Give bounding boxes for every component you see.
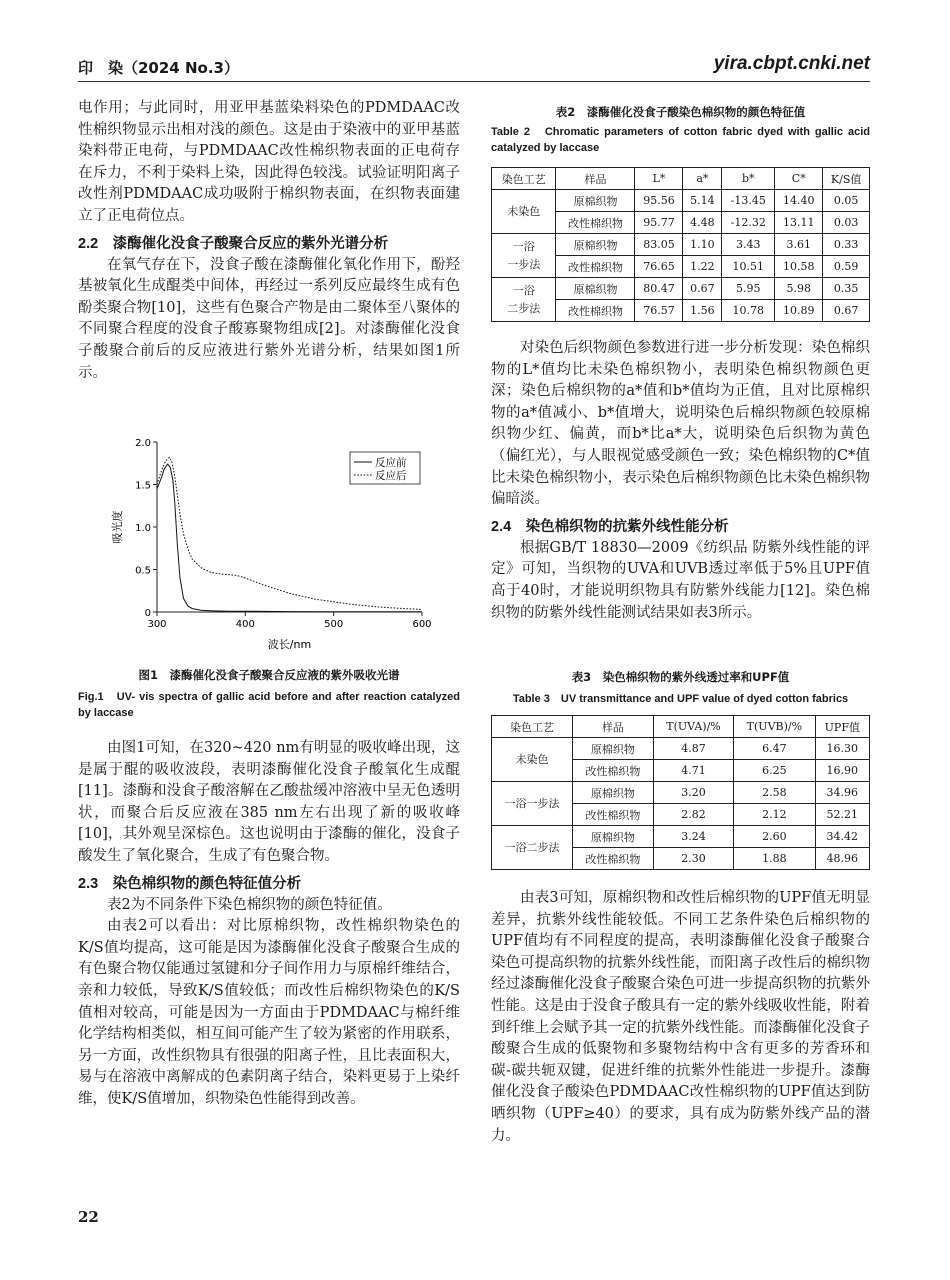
table3-cell: 2.58 <box>734 782 815 804</box>
figure-1 <box>100 430 450 662</box>
table3-process-cell: 一浴一步法 <box>492 782 573 826</box>
table3-cell: 16.90 <box>815 760 869 782</box>
right-column-bottom <box>491 888 870 1147</box>
table2-cell: 14.40 <box>775 190 823 212</box>
table3-header-cell: T(UVA)/% <box>653 716 733 738</box>
table2-cell: 改性棉织物 <box>556 212 635 234</box>
page-number: 22 <box>78 1208 99 1226</box>
header-divider <box>78 81 870 82</box>
table2-cell: 0.67 <box>683 278 722 300</box>
table2-cell: 0.05 <box>823 190 870 212</box>
table3-cell: 2.82 <box>653 804 733 826</box>
table3-cell: 6.47 <box>734 738 815 760</box>
legend-label: 反应前 <box>375 457 407 469</box>
table3-cell: 16.30 <box>815 738 869 760</box>
table2-process-cell: 一浴 二步法 <box>492 278 556 322</box>
right-column-middle <box>491 338 870 624</box>
table2-cell: 76.65 <box>635 256 683 278</box>
y-tick-label: 0.5 <box>135 565 151 577</box>
section-heading-2-4: 2.4 染色棉织物的抗紫外线性能分析 <box>491 518 729 535</box>
table2-header-row <box>492 168 870 190</box>
table2-header-cell: b* <box>722 168 775 190</box>
table-3-caption-cn: 表3 染色棉织物的紫外线透过率和UPF值 <box>571 670 790 684</box>
table-2-caption-cn: 表2 漆酶催化没食子酸染色棉织物的颜色特征值 <box>555 105 806 119</box>
table2-cell: 13.11 <box>775 212 823 234</box>
table-2-caption-en: Table 2 Chromatic parameters of cotton fabric dyed with gallic acid catalyzed by laccase <box>491 126 870 154</box>
paragraph-2-3-a: 表2为不同条件下染色棉织物的颜色特征值。 <box>107 896 392 913</box>
table3-process-cell: 未染色 <box>492 738 573 782</box>
paragraph-2-3-b: 由表2可以看出：对比原棉织物，改性棉织物染色的K/S值均提高，这可能是因为漆酶催化没食子酸聚合生成的有色聚合物仅能通过氢键和分子间作用力与原棉纤维结合，亲和力较低，导致K/S值较低；而改性后棉织物染色的K/S值相对较高，可能是因为一方面由于PDMDAAC与棉纤维化学结构相类似，相互间可能产生了较为紧密的作用联系，另一方面，改性织物具有很强的阳离子性，且比表面积大，易与在溶液中离解成的色素阴离子结合，染料更易于上染纤维，使K/S值增加，织物染色性能得到改善。 <box>78 918 460 1107</box>
table2-cell: 0.59 <box>823 256 870 278</box>
table3-cell: 3.20 <box>653 782 733 804</box>
table-3 <box>491 715 870 870</box>
table3-cell: 改性棉织物 <box>572 804 653 826</box>
table3-cell: 4.87 <box>653 738 733 760</box>
table2-header-cell: a* <box>683 168 722 190</box>
uv-vis-chart <box>100 430 450 662</box>
table2-cell: 83.05 <box>635 234 683 256</box>
table2-cell: 改性棉织物 <box>556 300 635 322</box>
table3-cell: 1.88 <box>734 848 815 870</box>
section-heading-2-2: 2.2 漆酶催化没食子酸聚合反应的紫外光谱分析 <box>78 235 389 252</box>
table2-cell: 改性棉织物 <box>556 256 635 278</box>
table3-cell: 3.24 <box>653 826 733 848</box>
table2-row <box>492 278 870 300</box>
y-tick-label: 1.5 <box>135 480 151 492</box>
table2-cell: 原棉织物 <box>556 190 635 212</box>
left-column-top <box>78 98 460 384</box>
table3-header-cell: 样品 <box>572 716 653 738</box>
table2-header-cell: 样品 <box>556 168 635 190</box>
figure-1-caption-en: Fig.1 UV- vis spectra of gallic acid before and after reaction catalyzed by laccase <box>78 691 460 719</box>
table3-cell: 4.71 <box>653 760 733 782</box>
table2-cell: 80.47 <box>635 278 683 300</box>
table3-cell: 6.25 <box>734 760 815 782</box>
table3-cell: 34.96 <box>815 782 869 804</box>
table2-header-cell: C* <box>775 168 823 190</box>
left-column-bottom <box>78 738 460 1111</box>
table2-cell: 95.56 <box>635 190 683 212</box>
table2-cell: 1.22 <box>683 256 722 278</box>
table3-cell: 原棉织物 <box>572 782 653 804</box>
section-heading-2-3: 2.3 染色棉织物的颜色特征值分析 <box>78 875 302 892</box>
table3-row <box>492 738 870 760</box>
journal-issue: 印 染（2024 No.3） <box>78 59 239 77</box>
x-tick-label: 400 <box>235 619 255 630</box>
x-tick-label: 600 <box>412 619 432 630</box>
table2-cell: 0.35 <box>823 278 870 300</box>
y-tick-label: 2.0 <box>135 438 151 449</box>
table3-cell: 改性棉织物 <box>572 760 653 782</box>
table3-process-cell: 一浴二步法 <box>492 826 573 870</box>
y-tick-label: 1.0 <box>135 523 151 534</box>
x-tick-label: 300 <box>147 619 167 630</box>
table2-process-cell: 一浴 一步法 <box>492 234 556 278</box>
table3-header-cell: UPF值 <box>815 716 869 738</box>
paragraph-2-4: 根据GB/T 18830—2009《纺织品 防紫外线性能的评定》可知，当织物的UVA和UVB透过率低于5%且UPF值高于40时，才能说明织物具有防紫外线能力[12]。染色棉织物的防紫外线性能测试结果如表3所示。 <box>491 539 870 621</box>
table2-cell: 0.33 <box>823 234 870 256</box>
table3-cell: 2.30 <box>653 848 733 870</box>
table3-header-cell: 染色工艺 <box>492 716 573 738</box>
table2-cell: 原棉织物 <box>556 278 635 300</box>
figure-1-caption-cn: 图1 漆酶催化没食子酸聚合反应液的紫外吸收光谱 <box>138 668 400 682</box>
legend-label: 反应后 <box>375 470 407 482</box>
table2-cell: 10.89 <box>775 300 823 322</box>
table3-row <box>492 782 870 804</box>
table3-cell: 52.21 <box>815 804 869 826</box>
table2-cell: 3.43 <box>722 234 775 256</box>
table2-cell: -13.45 <box>722 190 775 212</box>
table2-cell: 76.57 <box>635 300 683 322</box>
table2-header-cell: K/S值 <box>823 168 870 190</box>
paragraph-2-2: 在氧气存在下，没食子酸在漆酶催化氧化作用下，酚羟基被氧化生成醌类中间体，再经过一系列反应最终生成有色酚类聚合物[10]，这些有色聚合产物是由二聚体至八聚体的不同聚合程度的没食子酸寡聚物组成[2]。对漆酶催化没食子酸聚合前后的反应液进行紫外光谱分析，结果如图1所示。 <box>78 256 460 381</box>
table2-cell: 5.98 <box>775 278 823 300</box>
table2-header-cell: 染色工艺 <box>492 168 556 190</box>
table2-cell: 1.10 <box>683 234 722 256</box>
table3-cell: 原棉织物 <box>572 826 653 848</box>
table2-cell: 4.48 <box>683 212 722 234</box>
table3-header-row <box>492 716 870 738</box>
y-axis-label: 吸光度 <box>111 510 124 544</box>
table-2 <box>491 167 870 322</box>
table2-cell: -12.32 <box>722 212 775 234</box>
table2-cell: 10.78 <box>722 300 775 322</box>
table2-cell: 5.14 <box>683 190 722 212</box>
table3-cell: 48.96 <box>815 848 869 870</box>
table-3-caption-en: Table 3 UV transmittance and UPF value of dyed cotton fabrics <box>512 693 849 705</box>
table2-cell: 10.58 <box>775 256 823 278</box>
journal-website[interactable]: yira.cbpt.cnki.net <box>713 53 870 74</box>
table2-header-cell: L* <box>635 168 683 190</box>
table2-cell: 10.51 <box>722 256 775 278</box>
table2-cell: 原棉织物 <box>556 234 635 256</box>
table3-cell: 2.60 <box>734 826 815 848</box>
table3-row <box>492 826 870 848</box>
table2-cell: 0.03 <box>823 212 870 234</box>
table3-cell: 改性棉织物 <box>572 848 653 870</box>
x-tick-label: 500 <box>324 619 344 630</box>
table3-cell: 34.42 <box>815 826 869 848</box>
table2-process-cell: 未染色 <box>492 190 556 234</box>
paragraph-color-analysis: 对染色后织物颜色参数进行进一步分析发现：染色棉织物的L*值均比未染色棉织物小，表明染色棉织物颜色更深；染色后棉织物的a*值和b*值均为正值，且对比原棉织物的a*值减小、b*值增大，说明染色后棉织物颜色较原棉织物少红、偏黄，而b*比a*大，说明染色后织物为黄色（偏红光），与人眼视觉感受颜色一致；染色棉织物的C*值比未染色棉织物小，表示染色后棉织物颜色比未染色棉织物偏暗淡。 <box>491 340 870 508</box>
table2-cell: 5.95 <box>722 278 775 300</box>
table3-cell: 2.12 <box>734 804 815 826</box>
series-line-1 <box>157 464 422 612</box>
x-axis-label: 波长/nm <box>267 638 312 651</box>
table2-row <box>492 234 870 256</box>
paragraph-figure-analysis: 由图1可知，在320~420 nm有明显的吸收峰出现，这是属于醌的吸收波段，表明漆酶催化没食子酸氧化生成醌[11]。漆酶和没食子酸溶解在乙酸盐缓冲溶液中呈无色透明状，而聚合后反应液在385 nm左右出现了新的吸收峰[10]，其外观呈深棕色。这也说明由于漆酶的催化，没食子酸发生了氧化聚合，生成了有色聚合物。 <box>78 740 460 864</box>
paragraph-intro: 电作用；与此同时，用亚甲基蓝染料染色的PDMDAAC改性棉织物显示出相对浅的颜色。这是由于染液中的亚甲基蓝染料带正电荷，与PDMDAAC改性棉织物表面的正电荷存在斥力，不利于染料上染，因此得色较浅。试验证明阳离子改性剂PDMDAAC成功吸附于棉织物表面，在织物表面建立了正电荷位点。 <box>78 100 460 224</box>
paragraph-upf-analysis: 由表3可知，原棉织物和改性后棉织物的UPF值无明显差异，抗紫外线性能较低。不同工艺条件染色后棉织物的UPF值均有不同程度的提高，表明漆酶催化没食子酸聚合染色可提高织物的抗紫外线性能，而阳离子改性后的棉织物经过漆酶催化没食子酸聚合染色可进一步提高织物的抗紫外性能。这是由于没食子酸具有一定的紫外线吸收性能，附着到纤维上会赋予其一定的抗紫外线性能。而漆酶催化没食子酸聚合生成的低聚物和多聚物结构中含有更多的芳香环和碳-碳共轭双键，促进纤维的抗紫外性能进一步提升。漆酶催化没食子酸染色PDMDAAC改性棉织物的UPF值达到防晒织物（UPF≥40）的要求，具有成为防紫外线产品的潜力。 <box>491 890 870 1144</box>
table2-cell: 1.56 <box>683 300 722 322</box>
table2-cell: 0.67 <box>823 300 870 322</box>
table2-cell: 3.61 <box>775 234 823 256</box>
table2-row <box>492 190 870 212</box>
table3-cell: 原棉织物 <box>572 738 653 760</box>
table2-cell: 95.77 <box>635 212 683 234</box>
y-tick-label: 0 <box>144 608 151 619</box>
table3-header-cell: T(UVB)/% <box>734 716 815 738</box>
